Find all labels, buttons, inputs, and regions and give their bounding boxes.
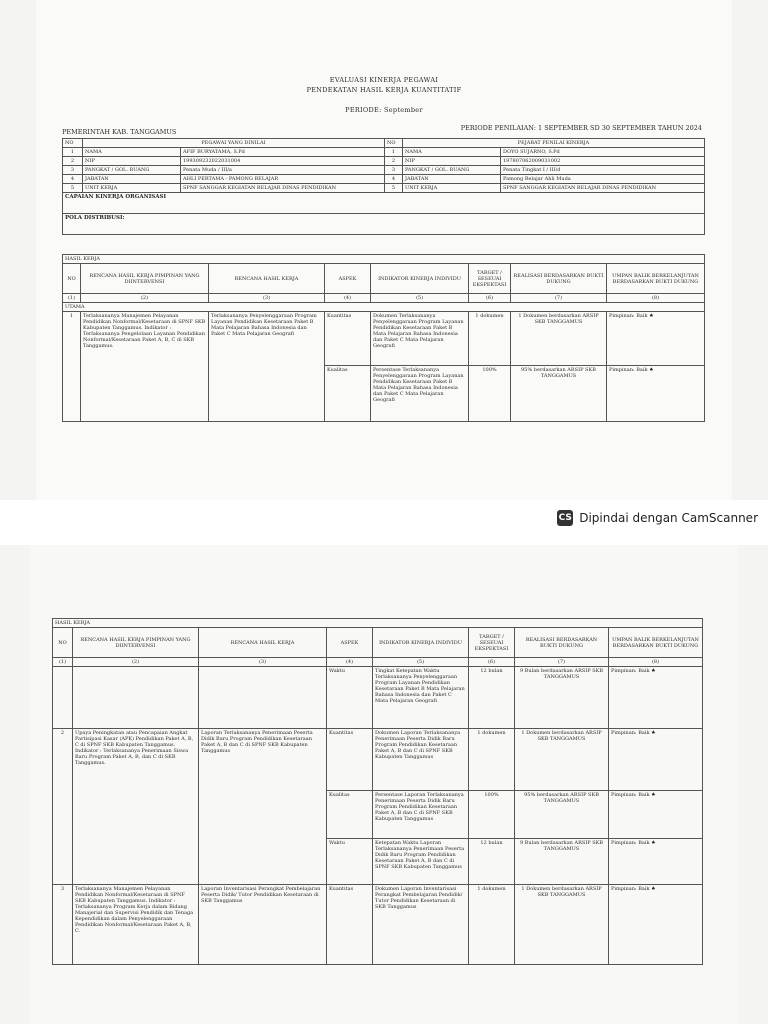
row-no-2: 2 [385, 157, 403, 166]
pola-label: POLA DISTRIBUSI: [63, 214, 705, 235]
doc-title: EVALUASI KINERJA PEGAWAI [329, 76, 439, 84]
camscanner-icon: CS [557, 510, 573, 526]
col-num: (2) [81, 294, 209, 303]
rhk-cell [199, 667, 327, 729]
col-num: (7) [511, 294, 607, 303]
umpan-cell: Pimpinan: Baik ♠ [607, 366, 705, 422]
hasil-kerja-label: HASIL KERJA [53, 619, 703, 628]
row-label: UNIT KERJA [83, 184, 181, 193]
col-num: (5) [371, 294, 469, 303]
target-cell: 1 dokumen [469, 729, 515, 791]
col-num: (1) [63, 294, 81, 303]
row-value: 199309232022031004 [181, 157, 385, 166]
row-no: 4 [63, 175, 83, 184]
row-no: 1 [63, 148, 83, 157]
table-row-no: 2 [53, 729, 73, 885]
col-no: NO [63, 264, 81, 294]
periode-penilaian: PERIODE PENILAIAN: 1 SEPTEMBER SD 30 SEPTEMBER TAHUN 2024 [460, 124, 702, 132]
row-value: Penata Muda / III/a [181, 166, 385, 175]
umpan-cell: Pimpinan: Baik ♠ [607, 312, 705, 366]
row-label: PANGKAT / GOL. RUANG [83, 166, 181, 175]
table-row-no: 1 [63, 312, 81, 422]
table-row-no: 3 [53, 885, 73, 965]
rhk-cell: Laporan Inventarisasi Perangkat Pembelajaran Peserta Didik/ Tutor Pendidikan Kesetaraan di SKB Tanggamus [199, 885, 327, 965]
indikator-cell: Persentase Laporan Terlaksananya Penerimaan Peserta Didik Baru Program Pendidikan Kesetaraan Paket A, B dan C di SPNF SKB Kabupaten Tanggamus [373, 791, 469, 839]
col-rhk: RENCANA HASIL KERJA [209, 264, 325, 294]
row-no: 5 [63, 184, 83, 193]
col-target: TARGET / SESEUAI EKSPEKTASI [469, 264, 511, 294]
col-num: (3) [199, 658, 327, 667]
rhk-pimpinan-cell [73, 667, 199, 729]
col-rhk-pimpinan: RENCANA HASIL KERJA PIMPINAN YANG DIINTERVENSI [73, 628, 199, 658]
indikator-cell: Ketepatan Waktu Laporan Terlaksananya Penerimaan Peserta Didik Baru Program Pendidikan Kesetaraan Paket A, B dan C di SPNF SKB Kabupaten Tanggamus [373, 839, 469, 885]
col-umpan: UMPAN BALIK BERKELANJUTAN BERDASARKAN BUKTI DUKUNG [607, 264, 705, 294]
row-label-2: JABATAN [403, 175, 501, 184]
row-no: 2 [63, 157, 83, 166]
target-cell: 1 dokumen [469, 885, 515, 965]
hasil-kerja-table-1 [62, 254, 705, 422]
camscanner-label: Dipindai dengan CamScanner [579, 511, 758, 525]
realisasi-cell: 9 Bulan berdasarkan ARSIP SKB TANGGAMUS [515, 667, 609, 729]
row-value: AFIF BURYATAMA, S.Pd [181, 148, 385, 157]
col-no: NO [53, 628, 73, 658]
camscanner-watermark [557, 510, 758, 526]
instansi: PEMERINTAH KAB. TANGGAMUS [62, 128, 177, 136]
col-realisasi: REALISASI BERDASARKAN BUKTI DUKUNG [515, 628, 609, 658]
target-cell: 12 bulan [469, 839, 515, 885]
realisasi-cell: 95% berdasarkan ARSIP SKB TANGGAMUS [511, 366, 607, 422]
target-cell: 12 bulan [469, 667, 515, 729]
row-label-2: NIP [403, 157, 501, 166]
aspek-cell: Kuantitas [327, 885, 373, 965]
row-label-2: PANGKAT / GOL. RUANG [403, 166, 501, 175]
row-value-2: Penata Tingkat I / III/d [501, 166, 705, 175]
realisasi-cell: 1 Dokumen berdasarkan ARSIP SKB TANGGAMUS [511, 312, 607, 366]
umpan-cell: Pimpinan: Baik ♠ [609, 885, 703, 965]
realisasi-cell: 95% berdasarkan ARSIP SKB TANGGAMUS [515, 791, 609, 839]
realisasi-cell: 9 Bulan berdasarkan ARSIP SKB TANGGAMUS [515, 839, 609, 885]
col-target: TARGET / SESEUAI EKSPEKTASI [469, 628, 515, 658]
col-rhk-pimpinan: RENCANA HASIL KERJA PIMPINAN YANG DIINTERVENSI [81, 264, 209, 294]
no-header-2: NO [385, 139, 403, 148]
col-num: (4) [325, 294, 371, 303]
col-num: (3) [209, 294, 325, 303]
row-value-2: 197807062009031002 [501, 157, 705, 166]
utama-label: UTAMA [63, 303, 705, 312]
rhk-pimpinan-cell: Terlaksananya Manajemen Pelayanan Pendidikan Nonformal/Kesetaraan di SPNF SKB Kabupaten Tanggamus. Indikator : Terlaksananya Program Kerja dalam Bidang Manajerial dan Supervisi Pendidik dan Tenaga Kependidikan dalam Penyelenggaraan Pendidikan Nonformal/Kesetaraan Paket A, B, C. [73, 885, 199, 965]
col-aspek: ASPEK [327, 628, 373, 658]
row-label: JABATAN [83, 175, 181, 184]
umpan-cell: Pimpinan: Baik ♠ [609, 791, 703, 839]
row-value: AHLI PERTAMA - PAMONG BELAJAR [181, 175, 385, 184]
row-no-2: 5 [385, 184, 403, 193]
aspek-cell: Kuantitas [327, 729, 373, 791]
row-value-2: SPNF SANGGAR KEGIATAN BELAJAR DINAS PENDIDIKAN [501, 184, 705, 193]
indikator-cell: Dokumen Laporan Terlaksananya Penerimaan Peserta Didik Baru Program Pendidikan Kesetaraan Paket A, B dan C di SPNF SKB Kabupaten Tanggamus [373, 729, 469, 791]
col-aspek: ASPEK [325, 264, 371, 294]
col-indikator: INDIKATOR KINERJA INDIVIDU [373, 628, 469, 658]
row-label-2: NAMA [403, 148, 501, 157]
aspek-cell: Kualitas [327, 791, 373, 839]
hasil-kerja-label: HASIL KERJA [63, 255, 705, 264]
row-label: NIP [83, 157, 181, 166]
pejabat-header: PEJABAT PENILAI KINERJA [403, 139, 705, 148]
row-no-2: 4 [385, 175, 403, 184]
no-header: NO [63, 139, 83, 148]
rhk-cell: Laporan Terlaksananya Penerimaan Peserta Didik Baru Program Pendidikan Kesetaraan Paket A, B dan C di SPNF SKB Kabupaten Tanggamus [199, 729, 327, 885]
scanned-page-1 [36, 0, 732, 500]
aspek-cell: Kuantitas [325, 312, 371, 366]
col-rhk: RENCANA HASIL KERJA [199, 628, 327, 658]
umpan-cell: Pimpinan: Baik ♠ [609, 667, 703, 729]
col-num: (1) [53, 658, 73, 667]
col-umpan: UMPAN BALIK BERKELANJUTAN BERDASARKAN BUKTI DUKUNG [609, 628, 703, 658]
indikator-cell: Dokumen Terlaksananya Penyelenggaraan Program Layanan Pendidikan Kesetaraan Paket B Mata Pelajaran Bahasa Indonesia dan Paket C Mata Pelajaran Geografi [371, 312, 469, 366]
row-no-2: 3 [385, 166, 403, 175]
col-num: (6) [469, 294, 511, 303]
col-num: (4) [327, 658, 373, 667]
col-num: (7) [515, 658, 609, 667]
row-value-2: DOYO SUJARNO, S.Pd [501, 148, 705, 157]
col-num: (8) [607, 294, 705, 303]
rhk-pimpinan-cell: Terlaksananya Manajemen Pelayanan Pendidikan Nonformal/Kesetaraan di SPNF SKB Kabupaten Tanggamus. Indikator : Terlaksananya Pengelolaan Layanan Pendidikan Nonformal/Kesetaraan Paket A, B, C di SKB Tanggamus. [81, 312, 209, 422]
col-indikator: INDIKATOR KINERJA INDIVIDU [371, 264, 469, 294]
capaian-label: CAPAIAN KINERJA ORGANISASI [63, 193, 705, 214]
row-value: SPNF SANGGAR KEGIATAN BELAJAR DINAS PENDIDIKAN [181, 184, 385, 193]
doc-periode: PERIODE: September [345, 106, 423, 114]
col-num: (5) [373, 658, 469, 667]
aspek-cell: Waktu [327, 839, 373, 885]
indikator-cell: Dokumen Laporan Inventarisasi Perangkat Pembelajaran Pendidik/ Tutor Pendidikan Kesetaraan di SKB Tanggamus [373, 885, 469, 965]
row-no-2: 1 [385, 148, 403, 157]
pegawai-header: PEGAWAI YANG DINILAI [83, 139, 385, 148]
pegawai-table [62, 138, 705, 235]
indikator-cell: Persentase Terlaksananya Penyelenggaraan Program Layanan Pendidikan Kesetaraan Paket B Mata Pelajaran Bahasa Indonesia dan Paket C Mata Pelajaran Geografi [371, 366, 469, 422]
row-no: 3 [63, 166, 83, 175]
table-row-no [53, 667, 73, 729]
hasil-kerja-table-2 [52, 618, 703, 965]
umpan-cell: Pimpinan: Baik ♠ [609, 839, 703, 885]
doc-subtitle: PENDEKATAN HASIL KERJA KUANTITATIF [306, 86, 462, 94]
indikator-cell: Tingkat Ketepatan Waktu Terlaksananya Penyelenggaraan Program Layanan Pendidikan Kesetaraan Paket B Mata Pelajaran Bahasa Indonesia dan Paket C Mata Pelajaran Geografi [373, 667, 469, 729]
target-cell: 100% [469, 791, 515, 839]
rhk-pimpinan-cell: Upaya Peningkatan atau Pencapaian Angkat Partisipasi Kasar (APK) Pendidikan Paket A, B, C di SPNF SKB Kabupaten Tanggamus. Indikator : Terlaksananya Penerimaan Siswa Baru Program Paket A, B, dan C di SKB Tanggamus. [73, 729, 199, 885]
aspek-cell: Waktu [327, 667, 373, 729]
scanned-page-2 [30, 545, 738, 1024]
col-num: (8) [609, 658, 703, 667]
col-num: (2) [73, 658, 199, 667]
target-cell: 1 dokumen [469, 312, 511, 366]
target-cell: 100% [469, 366, 511, 422]
umpan-cell: Pimpinan: Baik ♠ [609, 729, 703, 791]
row-value-2: Pamong Belajar Ahli Muda [501, 175, 705, 184]
row-label: NAMA [83, 148, 181, 157]
col-num: (6) [469, 658, 515, 667]
col-realisasi: REALISASI BERDASARKAN BUKTI DUKUNG [511, 264, 607, 294]
rhk-cell: Terlaksananya Penyelenggaraan Program Layanan Pendidikan Kesetaraan Paket B Mata Pelajaran Bahasa Indonesia dan Paket C Mata Pelajaran Geografi [209, 312, 325, 422]
realisasi-cell: 1 Dokumen berdasarkan ARSIP SKB TANGGAMUS [515, 729, 609, 791]
aspek-cell: Kualitas [325, 366, 371, 422]
row-label-2: UNIT KERJA [403, 184, 501, 193]
realisasi-cell: 1 Dokumen berdasarkan ARSIP SKB TANGGAMUS [515, 885, 609, 965]
